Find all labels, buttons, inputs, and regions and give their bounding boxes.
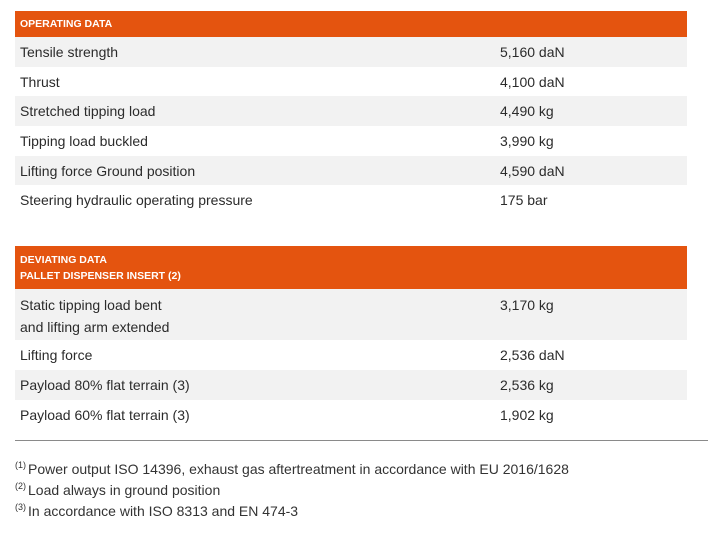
- row-label: Tensile strength: [20, 44, 119, 60]
- footnote-divider: [15, 440, 708, 441]
- footnote-text: In accordance with ISO 8313 and EN 474-3: [28, 503, 299, 519]
- table-row: [15, 400, 687, 430]
- footnotes: [15, 454, 569, 517]
- operating-data-table: [15, 11, 687, 215]
- table-row: [15, 370, 687, 400]
- row-label: Payload 60% flat terrain (3): [20, 407, 190, 423]
- table-row: [15, 126, 687, 156]
- row-label: [20, 294, 169, 338]
- deviating-data-subtitle: PALLET DISPENSER INSERT (2): [20, 269, 181, 282]
- row-label: Stretched tipping load: [20, 103, 156, 119]
- deviating-data-title: DEVIATING DATA: [20, 253, 107, 266]
- row-value: 1,902 kg: [500, 407, 554, 423]
- row-value: 3,170 kg: [500, 297, 554, 313]
- footnote: [15, 454, 569, 475]
- row-value: 175 bar: [500, 192, 548, 208]
- footnote: [15, 475, 569, 496]
- row-label: Tipping load buckled: [20, 133, 148, 149]
- table-row: [15, 37, 687, 67]
- row-label: Steering hydraulic operating pressure: [20, 192, 253, 208]
- row-label: Thrust: [20, 73, 60, 90]
- deviating-data-table: [15, 246, 687, 430]
- row-value: 4,100 daN: [500, 73, 565, 90]
- row-label-line: and lifting arm extended: [20, 319, 170, 335]
- row-value: 3,990 kg: [500, 133, 554, 149]
- footnote-mark: (1): [15, 460, 26, 470]
- operating-data-header: [15, 11, 687, 37]
- table-row: [15, 185, 687, 215]
- row-label-line: Static tipping load bent: [20, 297, 162, 313]
- operating-data-title: OPERATING DATA: [20, 18, 113, 30]
- row-value: 4,490 kg: [500, 103, 554, 119]
- table-row: [15, 289, 687, 340]
- row-value: 2,536 daN: [500, 347, 565, 363]
- row-label: Lifting force Ground position: [20, 162, 196, 179]
- table-row: [15, 156, 687, 185]
- row-label: Payload 80% flat terrain (3): [20, 377, 190, 393]
- footnote-text: Load always in ground position: [28, 482, 221, 498]
- table-row: [15, 96, 687, 126]
- row-value: 2,536 kg: [500, 377, 554, 393]
- deviating-data-header: [15, 246, 687, 289]
- table-row: [15, 67, 687, 96]
- table-row: [15, 340, 687, 370]
- row-value: 5,160 daN: [500, 44, 565, 60]
- footnote: [15, 496, 569, 517]
- row-value: 4,590 daN: [500, 162, 565, 179]
- footnote-text: Power output ISO 14396, exhaust gas aftertreatment in accordance with EU 2016/1628: [28, 461, 569, 477]
- footnote-mark: (3): [15, 502, 26, 512]
- footnote-mark: (2): [15, 481, 26, 491]
- row-label: Lifting force: [20, 347, 93, 363]
